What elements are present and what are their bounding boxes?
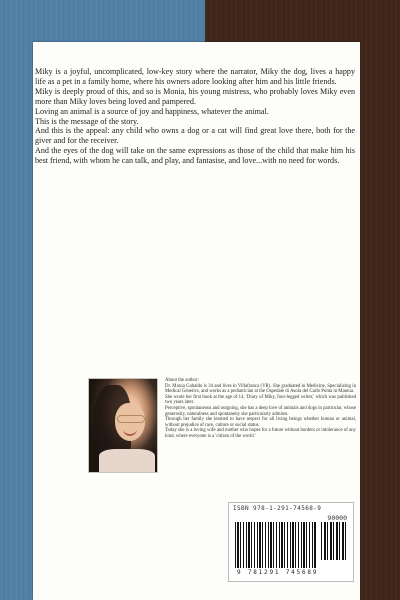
barcode-digits: 9 781291 745689 (237, 569, 319, 576)
blurb-paragraph: Miky is deeply proud of this, and so is Monia, his young mistress, who probably loves Miky even more than Miky loves being loved and pampered. (35, 86, 355, 106)
barcode (228, 502, 354, 582)
bio-paragraph: Today she is a loving wife and mother who hopes for a future without borders or intolerance of any kind, where everyone is a 'citizen of the world.' (165, 428, 356, 439)
blurb-paragraph: This is the message of the story. (35, 116, 139, 126)
blurb-paragraph: And this is the appeal: any child who owns a dog or a cat will find great love there, both for the giver and for the receiver. (35, 126, 355, 146)
isbn-label: ISBN 978-1-291-74568-9 (233, 505, 322, 512)
book-blurb (35, 67, 355, 166)
price-code: 90000 (327, 514, 347, 522)
bio-heading: About the author: (165, 378, 199, 383)
blurb-paragraph: Loving an animal is a source of joy and happiness, whatever the animal. (35, 106, 269, 116)
author-photo (88, 378, 158, 473)
barcode-bars (235, 522, 317, 568)
bio-paragraph: She wrote her first book at the age of 14, 'Diary of Miky, four-legged writer,' which was published two years later. (165, 394, 356, 406)
author-bio (165, 378, 356, 440)
bio-paragraph: Through her family she learned to have respect for all living beings whether human or animal, without prejudice of race, culture or social status. (165, 417, 356, 428)
price-bars (321, 522, 347, 560)
blurb-paragraph: Miky is a joyful, uncomplicated, low-key story where the narrator, Miky the dog, lives a happy life as a pet in a family home, where his owners adore looking after him and his little friends. (35, 67, 355, 86)
bio-paragraph: Perceptive, spontaneous and outgoing, she has a deep love of animals and dogs in particular, whose generosity, naturalness and spontaneity she particularly admires. (165, 405, 356, 417)
bio-paragraph: Dr. Monia Gabaldo is 34 and lives in Villafranca (VR). She graduated in Medicine, Specializing in Medical Genetics, and works as a pediatrician at the Ospedale di Asola del Carlo Poma in Mantua. (165, 383, 356, 395)
blurb-paragraph: And the eyes of the dog will take on the same expressions as those of the child that make him his best friend, with whom he can talk, and play, and fantasise, and love...with no need for words. (35, 146, 355, 166)
